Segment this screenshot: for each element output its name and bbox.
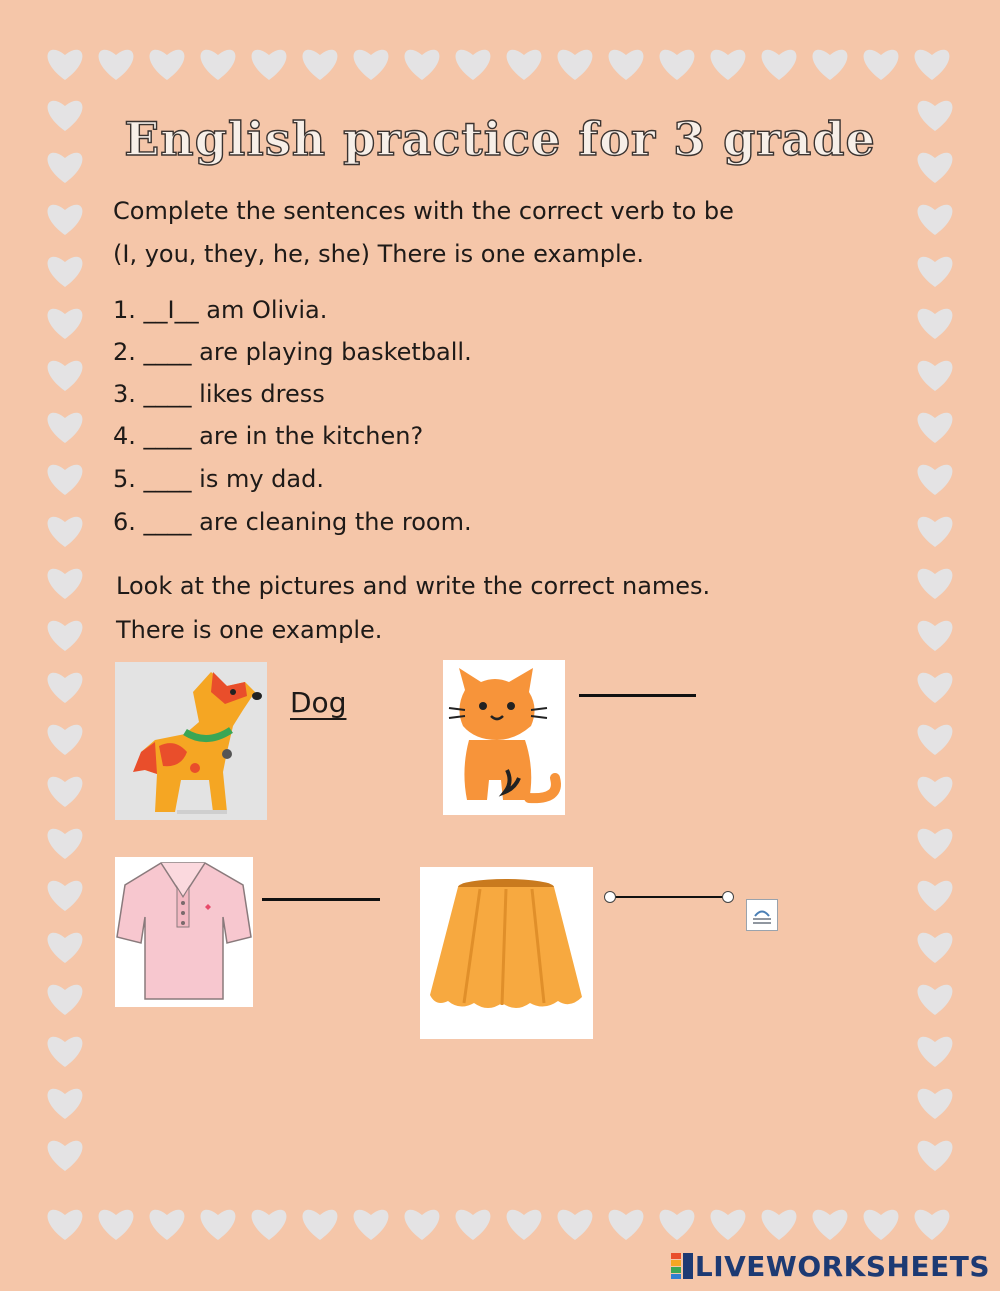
heart-icon [918,881,953,911]
heart-icon [918,673,953,703]
heart-icon [762,1210,797,1240]
heart-icon [864,1210,899,1240]
heart-icon [150,1210,185,1240]
heart-icon [48,1037,83,1067]
heart-icon [918,361,953,391]
line-end-handle[interactable] [722,891,734,903]
heart-icon [354,1210,389,1240]
heart-icon [609,1210,644,1240]
line-start-handle[interactable] [604,891,616,903]
instruction-2-line-2: There is one example. [116,616,383,644]
heart-icon [918,413,953,443]
heart-icon [918,621,953,651]
heart-icon [354,50,389,80]
heart-icon [99,1210,134,1240]
heart-icon [48,881,83,911]
heart-icon [918,1089,953,1119]
heart-icon [918,569,953,599]
heart-icon [48,361,83,391]
example-answer-dog: Dog [290,686,347,719]
heart-icon [150,50,185,80]
dog-picture [115,662,267,820]
heart-icon [918,465,953,495]
heart-icon [303,1210,338,1240]
heart-icon [711,1210,746,1240]
skirt-picture [420,867,593,1039]
logo-mark-icon [671,1253,693,1279]
heart-icon [48,569,83,599]
heart-icon [48,517,83,547]
heart-icon [99,50,134,80]
heart-icon [813,50,848,80]
heart-icon [813,1210,848,1240]
heart-icon [711,50,746,80]
heart-icon [48,257,83,287]
instruction-1-line-1: Complete the sentences with the correct verb to be [113,197,734,225]
heart-icon [918,777,953,807]
heart-icon [303,50,338,80]
layout-options-icon[interactable] [746,899,778,931]
heart-icon [918,985,953,1015]
heart-icon [48,933,83,963]
heart-icon [915,1210,950,1240]
heart-icon [48,725,83,755]
heart-icon [507,50,542,80]
heart-icon [48,465,83,495]
instruction-1-line-2: (I, you, they, he, she) There is one example. [113,240,644,268]
heart-icon [252,1210,287,1240]
heart-icon [918,517,953,547]
instruction-2-line-1: Look at the pictures and write the correct names. [116,572,711,600]
heart-icon [918,1037,953,1067]
heart-icon [48,777,83,807]
heart-icon [252,50,287,80]
heart-icon [456,1210,491,1240]
heart-icon [405,1210,440,1240]
heart-icon [918,309,953,339]
heart-icon [201,50,236,80]
cat-picture [443,660,565,815]
heart-icon [48,413,83,443]
heart-icon [48,309,83,339]
question-3[interactable]: 3. ____ likes dress [113,380,325,408]
heart-icon [405,50,440,80]
heart-icon [609,50,644,80]
liveworksheets-logo [671,1250,990,1283]
shirt-picture [115,857,253,1007]
heart-icon [558,1210,593,1240]
heart-icon [864,50,899,80]
logo-text: LIVEWORKSHEETS [694,1250,990,1283]
heart-icon [456,50,491,80]
question-5[interactable]: 5. ____ is my dad. [113,465,324,493]
heart-icon [48,985,83,1015]
heart-icon [507,1210,542,1240]
answer-line-cat[interactable] [579,694,696,697]
heart-icon [558,50,593,80]
heart-icon [660,1210,695,1240]
heart-icon [48,673,83,703]
heart-icon [918,205,953,235]
heart-icon [918,725,953,755]
heart-icon [48,829,83,859]
heart-icon [915,50,950,80]
heart-icon [660,50,695,80]
answer-line-skirt[interactable] [611,896,729,898]
heart-icon [48,1210,83,1240]
heart-icon [918,933,953,963]
answer-line-shirt[interactable] [262,898,380,901]
heart-icon [48,205,83,235]
heart-icon [48,1141,83,1171]
question-6[interactable]: 6. ____ are cleaning the room. [113,508,472,536]
heart-icon [48,621,83,651]
heart-icon [48,1089,83,1119]
page-title: English practice for 3 grade [124,112,876,166]
question-1: 1. __I__ am Olivia. [113,296,328,324]
question-2[interactable]: 2. ____ are playing basketball. [113,338,472,366]
question-4[interactable]: 4. ____ are in the kitchen? [113,422,424,450]
heart-icon [918,829,953,859]
heart-icon [762,50,797,80]
heart-icon [918,1141,953,1171]
heart-icon [48,50,83,80]
heart-icon [201,1210,236,1240]
heart-icon [918,257,953,287]
